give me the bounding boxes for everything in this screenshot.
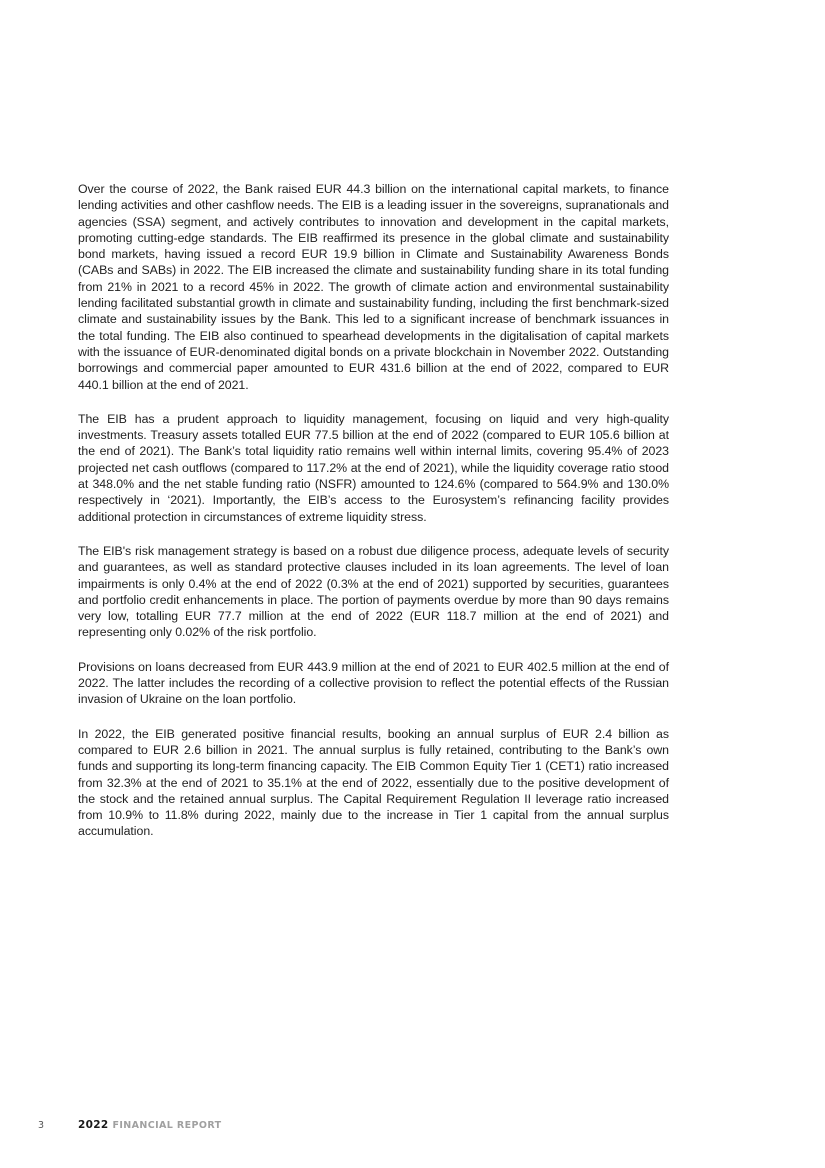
paragraph-liquidity-management: The EIB has a prudent approach to liquidity management, focusing on liquid and very high-quality investments. Treasury assets totalled EUR 77.5 billion at the end of 2022 (compared to EUR 105.6 billion at the end of 2021). The Bank’s total liquidity ratio remains well within internal limits, covering 95.4% of 2023 projected net cash outflows (compared to 117.2% at the end of 2021), while the liquidity coverage ratio stood at 348.0% and the net stable funding ratio (NSFR) amounted to 124.6% (compared to 564.9% and 130.0% respectively in ‘2021). Importantly, the EIB’s access to the Eurosystem’s refinancing facility provides additional protection in circumstances of extreme liquidity stress.	[78, 411, 669, 524]
report-title: FINANCIAL REPORT	[112, 1119, 222, 1131]
paragraph-capital-markets-funding: Over the course of 2022, the Bank raised EUR 44.3 billion on the international capital markets, to finance lending activities and other cashflow needs. The EIB is a leading issuer in the sovereigns, supranationals and agencies (SSA) segment, and actively contributes to innovation and development in the capital markets, promoting cutting-edge standards. The EIB reaffirmed its presence in the global climate and sustainability bond markets, having issued a record EUR 19.9 billion in Climate and Sustainability Awareness Bonds (CABs and SABs) in 2022. The EIB increased the climate and sustainability funding share in its total funding from 21% in 2021 to a record 45% in 2022. The growth of climate action and environmental sustainability lending facilitated substantial growth in climate and sustainability funding, including the first benchmark-sized climate and sustainability issues by the Bank. This led to a significant increase of benchmark issuances in the total funding. The EIB also continued to spearhead developments in the digitalisation of capital markets with the issuance of EUR-denominated digital bonds on a private blockchain in November 2022. Outstanding borrowings and commercial paper amounted to EUR 431.6 billion at the end of 2022, compared to EUR 440.1 billion at the end of 2021.	[78, 182, 669, 392]
main-text	[78, 181, 669, 858]
report-year: 2022	[78, 1119, 109, 1131]
page-number: 3	[38, 1119, 45, 1131]
paragraph-financial-results: In 2022, the EIB generated positive financial results, booking an annual surplus of EUR 2.4 billion as compared to EUR 2.6 billion in 2021. The annual surplus is fully retained, contributing to the Bank’s own funds and supporting its long-term financing capacity. The EIB Common Equity Tier 1 (CET1) ratio increased from 32.3% at the end of 2021 to 35.1% at the end of 2022, essentially due to the positive development of the stock and the retained annual surplus. The Capital Requirement Regulation II leverage ratio increased from 10.9% to 11.8% during 2022, mainly due to the increase in Tier 1 capital from the annual surplus accumulation.	[78, 726, 669, 839]
page-footer	[38, 1118, 222, 1132]
paragraph-risk-management: The EIB's risk management strategy is based on a robust due diligence process, adequate levels of security and guarantees, as well as standard protective clauses included in its loan agreements. The level of loan impairments is only 0.4% at the end of 2022 (0.3% at the end of 2021) supported by securities, guarantees and portfolio credit enhancements in place. The portion of payments overdue by more than 90 days remains very low, totalling EUR 77.7 million at the end of 2022 (EUR 118.7 million at the end of 2021) and representing only 0.02% of the risk portfolio.	[78, 543, 669, 640]
paragraph-loan-provisions: Provisions on loans decreased from EUR 443.9 million at the end of 2021 to EUR 402.5 million at the end of 2022. The latter includes the recording of a collective provision to reflect the potential effects of the Russian invasion of Ukraine on the loan portfolio.	[78, 659, 669, 707]
